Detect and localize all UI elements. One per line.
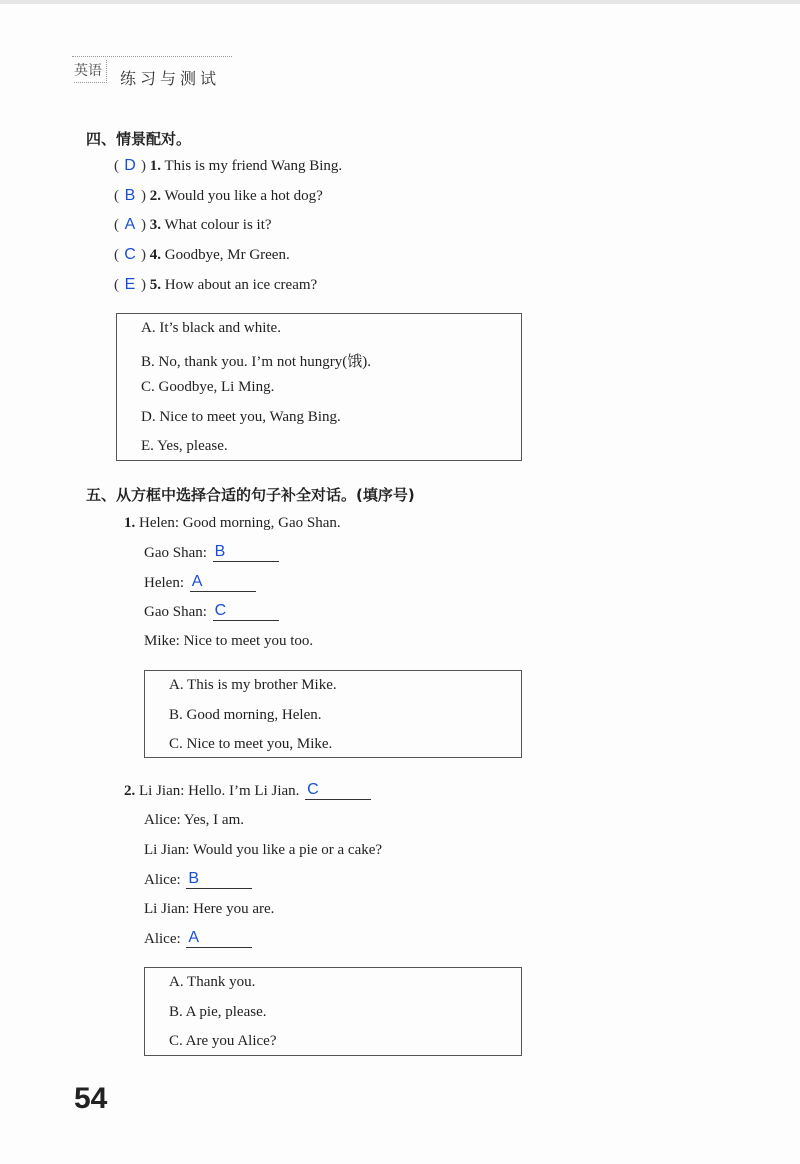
dialogue-text: Nice to meet you too. <box>183 633 314 649</box>
answer-blank[interactable] <box>213 602 279 621</box>
dialogue-text: Here you are. <box>193 901 275 917</box>
dialogue-2-line-6 <box>144 929 252 948</box>
match-item-1: ( D ) 1. This is my friend Wang Bing. <box>114 157 343 174</box>
match-number: 4 <box>149 247 158 263</box>
speaker: Helen: <box>139 515 179 531</box>
match-text: Would you like a hot dog? <box>164 188 323 204</box>
answer-fill: C <box>214 602 227 619</box>
answer-blank[interactable] <box>190 573 256 592</box>
match-item-4: ( C ) 4. Goodbye, Mr Green. <box>114 246 290 263</box>
section-4-option-box <box>116 313 522 461</box>
dialogue-text: Yes, I am. <box>183 812 245 828</box>
option-a: A. Thank you. <box>169 974 256 990</box>
speaker: Alice: <box>144 812 181 828</box>
match-answer-2[interactable]: B <box>124 187 136 204</box>
match-text: How about an ice cream? <box>164 277 318 293</box>
answer-blank[interactable] <box>186 870 252 889</box>
answer-fill: B <box>214 543 226 560</box>
section-4-title: 四、情景配对。 <box>86 130 192 148</box>
answer-blank[interactable] <box>305 781 371 800</box>
match-text: What colour is it? <box>164 217 272 233</box>
dialogue-1-option-box <box>144 670 522 758</box>
option-c: C. Are you Alice? <box>169 1033 277 1049</box>
match-item-2: ( B ) 2. Would you like a hot dog? <box>114 187 323 204</box>
option-c: C. Nice to meet you, Mike. <box>169 736 333 752</box>
match-item-3: ( A ) 3. What colour is it? <box>114 216 272 233</box>
answer-blank[interactable] <box>213 543 279 562</box>
match-answer-3[interactable]: A <box>124 216 136 233</box>
option-e: E. Yes, please. <box>141 438 228 454</box>
dialogue-text: Would you like a pie or a cake? <box>192 842 383 858</box>
option-c: C. Goodbye, Li Ming. <box>141 379 275 395</box>
speaker: Li Jian: <box>144 842 190 858</box>
speaker: Helen: <box>144 575 184 591</box>
match-number: 2 <box>149 188 158 204</box>
match-number: 1 <box>149 158 158 174</box>
option-a: A. It’s black and white. <box>141 320 281 336</box>
dialogue-2-option-box <box>144 967 522 1056</box>
dialogue-2-line-2 <box>144 811 244 829</box>
dialogue-1-line-1: 1. Helen: Good morning, Gao Shan. <box>124 515 341 531</box>
dialogue-2-line-3 <box>144 841 382 859</box>
dialogue-1-line-3 <box>144 573 256 592</box>
dialogue-number: 1 <box>124 515 132 531</box>
option-b: B. Good morning, Helen. <box>169 707 322 723</box>
dialogue-1-line-4 <box>144 602 279 621</box>
option-a: A. This is my brother Mike. <box>169 677 337 693</box>
header-rule <box>72 56 232 57</box>
speaker: Mike: <box>144 633 180 649</box>
match-answer-4[interactable]: C <box>124 246 136 263</box>
answer-fill: A <box>188 929 200 946</box>
dialogue-2-line-4 <box>144 870 252 889</box>
dialogue-number: 2 <box>124 783 132 799</box>
option-d: D. Nice to meet you, Wang Bing. <box>141 409 341 425</box>
option-b: B. No, thank you. I’m not hungry(饿). <box>141 354 371 370</box>
speaker: Li Jian: <box>144 901 190 917</box>
match-answer-5[interactable]: E <box>124 276 136 293</box>
dialogue-text: Good morning, Gao Shan. <box>182 515 341 531</box>
dialogue-1-line-5 <box>144 632 313 650</box>
speaker: Alice: <box>144 872 181 888</box>
option-b: B. A pie, please. <box>169 1004 267 1020</box>
speaker: Gao Shan: <box>144 545 207 561</box>
match-number: 3 <box>149 217 158 233</box>
speaker: Alice: <box>144 931 181 947</box>
dialogue-1-line-2 <box>144 543 279 562</box>
speaker: Li Jian: <box>139 783 185 799</box>
page-number: 54 <box>74 1082 108 1115</box>
match-text: Goodbye, Mr Green. <box>164 247 290 263</box>
answer-blank[interactable] <box>186 929 252 948</box>
book-title: 练习与测试 <box>120 69 221 88</box>
answer-fill: A <box>191 573 203 590</box>
answer-fill: C <box>307 781 319 798</box>
dialogue-2-line-1: 2. Li Jian: Hello. I’m Li Jian. C <box>124 781 371 800</box>
match-answer-1[interactable]: D <box>124 157 136 174</box>
match-item-5: ( E ) 5. How about an ice cream? <box>114 276 318 293</box>
dialogue-2-line-5 <box>144 900 274 918</box>
answer-fill: B <box>188 870 200 887</box>
page-top-edge <box>0 0 800 4</box>
match-text: This is my friend Wang Bing. <box>164 158 343 174</box>
section-5-title: 五、从方框中选择合适的句子补全对话。(填序号) <box>86 486 415 504</box>
subject-tag: 英语 <box>74 60 107 83</box>
speaker: Gao Shan: <box>144 604 207 620</box>
dialogue-text: Hello. I’m Li Jian. <box>188 783 300 799</box>
match-number: 5 <box>149 277 158 293</box>
